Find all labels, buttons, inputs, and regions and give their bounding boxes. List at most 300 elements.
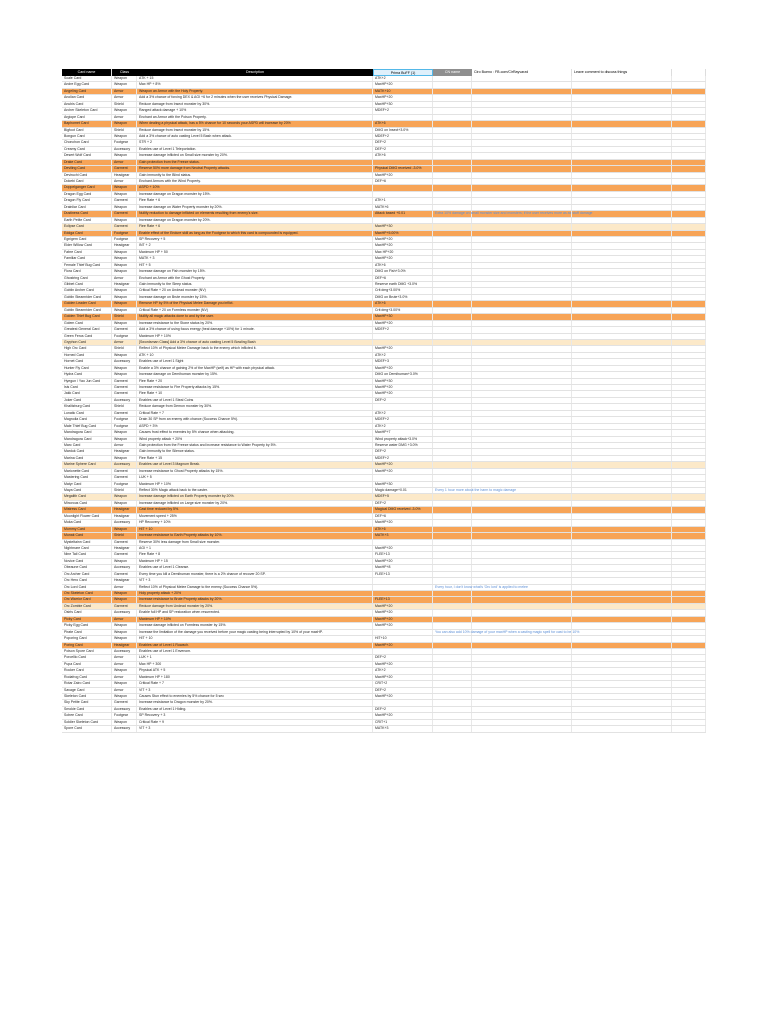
table-cell[interactable] <box>672 301 706 306</box>
table-cell[interactable] <box>572 379 672 384</box>
table-cell[interactable]: Reserve earth DMG +3.0% <box>373 282 433 287</box>
table-cell[interactable] <box>572 372 672 377</box>
table-cell[interactable] <box>572 649 672 654</box>
table-cell[interactable] <box>472 546 572 551</box>
table-cell[interactable]: Increase resistance to Dragon monster by 20%. <box>137 700 373 705</box>
table-cell[interactable] <box>472 694 572 699</box>
table-cell[interactable] <box>672 546 706 551</box>
col-cn-name[interactable]: CN name <box>433 69 472 76</box>
table-cell[interactable]: MaxHP+20 <box>373 256 433 261</box>
table-cell[interactable] <box>672 469 706 474</box>
table-cell[interactable]: Weapon <box>112 501 137 506</box>
table-cell[interactable] <box>433 308 472 313</box>
table-cell[interactable] <box>572 507 672 512</box>
table-cell[interactable] <box>672 456 706 461</box>
table-cell[interactable] <box>672 430 706 435</box>
table-cell[interactable]: Increase the limitation of the damage you received before your magic casting being interrupted by 10% of your maxHP. <box>137 630 373 635</box>
table-cell[interactable] <box>672 572 706 577</box>
table-cell[interactable]: Add a 3% chance of auto casting Level 5 Bash when attack. <box>137 134 373 139</box>
table-cell[interactable] <box>572 76 672 81</box>
table-cell[interactable]: Porcellio Card <box>62 655 112 660</box>
table-cell[interactable]: Armor <box>112 443 137 448</box>
table-cell[interactable] <box>472 636 572 641</box>
table-cell[interactable]: Increase damage inflicted on Small size monster by 20%. <box>137 153 373 158</box>
table-cell[interactable] <box>472 482 572 487</box>
table-cell[interactable] <box>572 385 672 390</box>
table-cell[interactable] <box>672 604 706 609</box>
table-cell[interactable] <box>472 488 572 493</box>
table-cell[interactable]: Orc Warrior Card <box>62 597 112 602</box>
table-cell[interactable] <box>373 340 433 345</box>
table-cell[interactable]: Anolian Card <box>62 95 112 100</box>
table-cell[interactable]: HIT + 5 <box>137 263 373 268</box>
table-cell[interactable] <box>472 89 572 94</box>
table-cell[interactable] <box>572 604 672 609</box>
table-cell[interactable]: Garment <box>112 385 137 390</box>
table-cell[interactable]: VIT + 3 <box>137 578 373 583</box>
table-cell[interactable] <box>472 572 572 577</box>
table-cell[interactable]: Armor <box>112 688 137 693</box>
table-cell[interactable] <box>433 147 472 152</box>
table-cell[interactable] <box>572 288 672 293</box>
table-cell[interactable]: Add a 3% chance of forcing DEX & AGI +6 for 2 minutes when the user receives Physical Damage. <box>137 95 373 100</box>
table-cell[interactable]: Egnigem Card <box>62 237 112 242</box>
table-cell[interactable] <box>433 385 472 390</box>
table-cell[interactable]: Enables use of Level 3 Magnum Break. <box>137 462 373 467</box>
table-cell[interactable]: MaxHP+20 <box>373 662 433 667</box>
table-cell[interactable]: SP Recovery + 5 <box>137 237 373 242</box>
table-cell[interactable]: Garment <box>112 391 137 396</box>
table-cell[interactable] <box>672 269 706 274</box>
table-cell[interactable] <box>672 636 706 641</box>
table-cell[interactable]: Garment <box>112 475 137 480</box>
table-cell[interactable]: MaxHP+20 <box>373 520 433 525</box>
table-cell[interactable] <box>472 295 572 300</box>
table-cell[interactable]: Magic damage+0.01 <box>373 488 433 493</box>
table-cell[interactable] <box>572 475 672 480</box>
table-cell[interactable] <box>433 675 472 680</box>
table-cell[interactable] <box>572 617 672 622</box>
table-cell[interactable]: Eddga Card <box>62 231 112 236</box>
table-cell[interactable] <box>433 514 472 519</box>
table-cell[interactable] <box>472 153 572 158</box>
table-cell[interactable]: MATK + 3 <box>137 256 373 261</box>
table-cell[interactable]: Footgear <box>112 334 137 339</box>
table-cell[interactable]: Footgear <box>112 482 137 487</box>
table-cell[interactable] <box>472 198 572 203</box>
table-cell[interactable]: Marina Card <box>62 456 112 461</box>
table-cell[interactable]: Footgear <box>112 231 137 236</box>
table-cell[interactable] <box>672 166 706 171</box>
table-cell[interactable] <box>472 185 572 190</box>
table-cell[interactable]: Spore Card <box>62 726 112 731</box>
table-cell[interactable] <box>672 675 706 680</box>
table-cell[interactable]: Elder Willow Card <box>62 243 112 248</box>
table-cell[interactable]: Munak Card <box>62 533 112 538</box>
table-cell[interactable]: Novice Card <box>62 559 112 564</box>
table-cell[interactable] <box>433 662 472 667</box>
table-cell[interactable] <box>672 308 706 313</box>
table-cell[interactable]: Weapon an Armor with the Holy Property. <box>137 89 373 94</box>
table-cell[interactable]: Goblin Archer Card <box>62 288 112 293</box>
table-cell[interactable] <box>572 391 672 396</box>
table-cell[interactable]: DEF+2 <box>373 655 433 660</box>
table-cell[interactable] <box>572 636 672 641</box>
table-cell[interactable]: Gain immunity to the Sleep status. <box>137 282 373 287</box>
table-cell[interactable] <box>672 205 706 210</box>
table-cell[interactable]: Accessory <box>112 147 137 152</box>
table-cell[interactable]: MDEF+2 <box>373 417 433 422</box>
table-cell[interactable]: ATK+2 <box>373 353 433 358</box>
table-cell[interactable]: Flee Rate + 8 <box>137 552 373 557</box>
table-cell[interactable] <box>672 610 706 615</box>
table-cell[interactable] <box>572 726 672 731</box>
table-cell[interactable]: Argiope Card <box>62 115 112 120</box>
table-cell[interactable] <box>572 269 672 274</box>
table-cell[interactable] <box>672 185 706 190</box>
table-cell[interactable] <box>472 102 572 107</box>
table-cell[interactable] <box>472 372 572 377</box>
table-cell[interactable]: MaxHP+20 <box>373 391 433 396</box>
table-cell[interactable]: MDEF+2 <box>373 108 433 113</box>
table-cell[interactable] <box>572 263 672 268</box>
table-cell[interactable]: MaxHP+30 <box>373 314 433 319</box>
table-cell[interactable] <box>572 456 672 461</box>
table-cell[interactable]: Enchant an Armor with the Poison Property. <box>137 115 373 120</box>
table-cell[interactable]: Deviling Card <box>62 166 112 171</box>
table-cell[interactable] <box>572 700 672 705</box>
table-cell[interactable]: Greatest General Card <box>62 327 112 332</box>
table-cell[interactable]: Reduce damage from Undead monster by 20%. <box>137 604 373 609</box>
table-cell[interactable] <box>672 160 706 165</box>
table-cell[interactable]: Weapon <box>112 269 137 274</box>
table-cell[interactable] <box>572 404 672 409</box>
table-cell[interactable]: Increase damage on Fish monster by 15%. <box>137 269 373 274</box>
table-cell[interactable] <box>672 437 706 442</box>
table-cell[interactable] <box>672 623 706 628</box>
table-cell[interactable] <box>433 346 472 351</box>
table-cell[interactable]: VIT + 3 <box>137 726 373 731</box>
table-cell[interactable] <box>572 540 672 545</box>
table-cell[interactable] <box>572 597 672 602</box>
table-cell[interactable]: Armor <box>112 89 137 94</box>
table-cell[interactable] <box>572 147 672 152</box>
table-cell[interactable] <box>572 340 672 345</box>
table-cell[interactable] <box>433 353 472 358</box>
table-cell[interactable]: Accessory <box>112 359 137 364</box>
table-cell[interactable]: Armor <box>112 95 137 100</box>
table-cell[interactable]: Weapon <box>112 430 137 435</box>
table-cell[interactable] <box>472 205 572 210</box>
table-cell[interactable]: Flee Rate + 15 <box>137 456 373 461</box>
table-cell[interactable] <box>433 430 472 435</box>
table-cell[interactable] <box>572 411 672 416</box>
table-cell[interactable] <box>433 578 472 583</box>
table-cell[interactable]: DEF+2 <box>373 398 433 403</box>
table-cell[interactable] <box>672 507 706 512</box>
table-cell[interactable]: Weapon <box>112 591 137 596</box>
table-cell[interactable]: Gain protection from the Freeze status and increase resistance to Water Property by 5%. <box>137 443 373 448</box>
table-cell[interactable] <box>472 346 572 351</box>
table-cell[interactable] <box>572 359 672 364</box>
table-cell[interactable] <box>472 700 572 705</box>
table-cell[interactable]: AGI + 1 <box>137 546 373 551</box>
table-cell[interactable] <box>672 89 706 94</box>
table-cell[interactable]: DEF+6 <box>373 276 433 281</box>
table-cell[interactable] <box>472 108 572 113</box>
table-cell[interactable] <box>672 533 706 538</box>
table-cell[interactable] <box>433 456 472 461</box>
table-cell[interactable] <box>373 404 433 409</box>
table-cell[interactable]: Skeleton Card <box>62 694 112 699</box>
table-cell[interactable]: Reduce damage from Insect monster by 30%. <box>137 102 373 107</box>
table-cell[interactable] <box>373 578 433 583</box>
table-cell[interactable] <box>672 282 706 287</box>
table-cell[interactable] <box>472 340 572 345</box>
table-cell[interactable] <box>572 334 672 339</box>
table-cell[interactable] <box>672 288 706 293</box>
table-cell[interactable]: Golem Card <box>62 321 112 326</box>
table-cell[interactable]: Osiris Card <box>62 610 112 615</box>
table-cell[interactable]: Accessory <box>112 726 137 731</box>
table-cell[interactable]: Increase damage inflicted on Formless monster by 15%. <box>137 623 373 628</box>
table-cell[interactable]: Reduce damage from Demon monster by 30%. <box>137 404 373 409</box>
table-cell[interactable]: Accessory <box>112 565 137 570</box>
table-cell[interactable] <box>572 720 672 725</box>
table-cell[interactable] <box>472 430 572 435</box>
table-cell[interactable] <box>433 391 472 396</box>
table-cell[interactable] <box>572 314 672 319</box>
table-cell[interactable]: MaxHP+20 <box>373 694 433 699</box>
table-cell[interactable]: ATK+6 <box>373 263 433 268</box>
table-cell[interactable] <box>433 411 472 416</box>
table-cell[interactable]: Maximum HP + 10% <box>137 334 373 339</box>
table-cell[interactable]: FLEE+13 <box>373 572 433 577</box>
table-cell[interactable] <box>472 327 572 332</box>
table-cell[interactable] <box>672 424 706 429</box>
table-cell[interactable]: Mummy Card <box>62 527 112 532</box>
table-cell[interactable]: Ghostring Card <box>62 276 112 281</box>
table-cell[interactable] <box>672 707 706 712</box>
table-cell[interactable]: Weapon <box>112 82 137 87</box>
table-cell[interactable]: Enchant Armors with the Wind Property. <box>137 179 373 184</box>
table-cell[interactable]: Weapon <box>112 630 137 635</box>
col-empty[interactable] <box>672 69 706 76</box>
table-cell[interactable]: Jakk Card <box>62 391 112 396</box>
table-cell[interactable] <box>672 115 706 120</box>
table-cell[interactable] <box>672 501 706 506</box>
table-cell[interactable] <box>472 231 572 236</box>
col-card-name[interactable]: Card name <box>62 69 112 76</box>
table-cell[interactable]: Deviruchi Card <box>62 173 112 178</box>
table-cell[interactable] <box>572 585 672 590</box>
table-cell[interactable]: Reflect 10% of Physical Melee Damage back to the enemy which inflicted it. <box>137 346 373 351</box>
table-cell[interactable] <box>433 288 472 293</box>
table-cell[interactable]: Increase resistance to the Stone status by 20%. <box>137 321 373 326</box>
table-cell[interactable]: Nullify reduction to damage inflicted on elements resulting from enemy's size. <box>137 211 373 216</box>
table-cell[interactable] <box>433 707 472 712</box>
table-cell[interactable]: MaxHP+20 <box>373 243 433 248</box>
table-cell[interactable]: Green Ferus Card <box>62 334 112 339</box>
table-cell[interactable] <box>472 668 572 673</box>
table-cell[interactable]: Remove HP by 5% of the Physical Melee Damage you inflict. <box>137 301 373 306</box>
table-cell[interactable]: MaxHP+20 <box>373 462 433 467</box>
table-cell[interactable] <box>472 263 572 268</box>
table-cell[interactable] <box>433 404 472 409</box>
table-cell[interactable]: Savage Card <box>62 688 112 693</box>
table-cell[interactable] <box>433 655 472 660</box>
table-cell[interactable]: MaxHP+20 <box>373 623 433 628</box>
table-cell[interactable] <box>672 520 706 525</box>
table-cell[interactable] <box>433 340 472 345</box>
table-cell[interactable] <box>433 121 472 126</box>
table-row[interactable] <box>62 726 706 732</box>
table-cell[interactable] <box>472 623 572 628</box>
table-cell[interactable] <box>373 540 433 545</box>
table-cell[interactable]: Weapon <box>112 250 137 255</box>
table-cell[interactable] <box>373 700 433 705</box>
table-cell[interactable] <box>472 179 572 184</box>
table-cell[interactable] <box>672 443 706 448</box>
table-cell[interactable] <box>572 417 672 422</box>
table-cell[interactable] <box>672 449 706 454</box>
table-cell[interactable]: DMG on Brute+3.0% <box>373 295 433 300</box>
table-cell[interactable] <box>572 559 672 564</box>
table-cell[interactable] <box>433 372 472 377</box>
table-cell[interactable]: Familiar Card <box>62 256 112 261</box>
table-cell[interactable]: Weapon <box>112 681 137 686</box>
table-cell[interactable] <box>433 295 472 300</box>
table-cell[interactable] <box>572 327 672 332</box>
table-cell[interactable]: DEF+2 <box>373 449 433 454</box>
table-cell[interactable]: ATK + 10 <box>137 353 373 358</box>
table-cell[interactable] <box>572 552 672 557</box>
table-cell[interactable] <box>433 443 472 448</box>
table-cell[interactable] <box>572 630 672 635</box>
table-cell[interactable]: Creamy Card <box>62 147 112 152</box>
table-cell[interactable] <box>472 314 572 319</box>
table-cell[interactable] <box>472 501 572 506</box>
table-cell[interactable] <box>572 578 672 583</box>
table-cell[interactable] <box>433 301 472 306</box>
table-cell[interactable]: Headgear <box>112 173 137 178</box>
table-cell[interactable]: Joker Card <box>62 398 112 403</box>
table-cell[interactable] <box>572 140 672 145</box>
table-cell[interactable] <box>672 552 706 557</box>
table-cell[interactable]: Increase damage on Dragon monster by 15%. <box>137 192 373 197</box>
table-cell[interactable]: Shield <box>112 533 137 538</box>
table-cell[interactable]: Enables use of Level 1 Sight <box>137 359 373 364</box>
table-cell[interactable] <box>472 121 572 126</box>
table-cell[interactable]: Enchant an Armor with the Ghost Property. <box>137 276 373 281</box>
table-cell[interactable] <box>433 398 472 403</box>
table-cell[interactable] <box>572 443 672 448</box>
table-cell[interactable]: Weapon <box>112 636 137 641</box>
table-cell[interactable]: Gain immunity to the Blind status. <box>137 173 373 178</box>
table-cell[interactable]: Garment <box>112 469 137 474</box>
table-cell[interactable]: MDEF+3 <box>373 359 433 364</box>
table-cell[interactable] <box>433 565 472 570</box>
table-cell[interactable]: Enables use of Level 1 Cleanse. <box>137 565 373 570</box>
table-cell[interactable]: Flee Rate + 6 <box>137 224 373 229</box>
table-cell[interactable]: Dokebi Card <box>62 179 112 184</box>
table-cell[interactable] <box>572 231 672 236</box>
table-cell[interactable]: Poring Card <box>62 643 112 648</box>
table-cell[interactable]: Accessory <box>112 462 137 467</box>
table-cell[interactable]: Max HP+20 <box>373 250 433 255</box>
table-cell[interactable]: Weapon <box>112 121 137 126</box>
table-cell[interactable]: Weapon <box>112 218 137 223</box>
table-cell[interactable]: ATK+6 <box>373 527 433 532</box>
table-cell[interactable] <box>472 128 572 133</box>
table-cell[interactable] <box>433 482 472 487</box>
table-cell[interactable]: MaxHP+20 <box>373 604 433 609</box>
table-cell[interactable]: Headgear <box>112 514 137 519</box>
table-cell[interactable]: Increase damage inflicted on Large size monster by 20%. <box>137 501 373 506</box>
table-cell[interactable] <box>572 224 672 229</box>
table-cell[interactable] <box>572 218 672 223</box>
table-cell[interactable] <box>433 610 472 615</box>
table-cell[interactable] <box>572 488 672 493</box>
table-cell[interactable] <box>672 372 706 377</box>
table-cell[interactable]: Hydra Card <box>62 372 112 377</box>
table-cell[interactable]: Weapon <box>112 437 137 442</box>
table-cell[interactable] <box>672 334 706 339</box>
table-cell[interactable]: DEF+2 <box>373 501 433 506</box>
table-cell[interactable]: Hunter Fly Card <box>62 366 112 371</box>
table-cell[interactable] <box>672 198 706 203</box>
table-cell[interactable] <box>433 218 472 223</box>
table-cell[interactable]: Rodafrog Card <box>62 675 112 680</box>
table-cell[interactable] <box>672 95 706 100</box>
table-cell[interactable] <box>672 726 706 731</box>
table-cell[interactable] <box>472 604 572 609</box>
table-cell[interactable] <box>472 662 572 667</box>
table-cell[interactable]: Marduk Card <box>62 449 112 454</box>
table-cell[interactable] <box>433 160 472 165</box>
table-cell[interactable]: Crit dmg+3.00% <box>373 288 433 293</box>
table-cell[interactable]: Smokie Card <box>62 707 112 712</box>
table-cell[interactable] <box>472 379 572 384</box>
table-cell[interactable] <box>572 514 672 519</box>
table-cell[interactable] <box>472 321 572 326</box>
table-cell[interactable] <box>433 115 472 120</box>
table-cell[interactable]: Reserve 30% less damage from Small size monster. <box>137 540 373 545</box>
table-cell[interactable]: ATK+2 <box>373 411 433 416</box>
table-cell[interactable]: Footgear <box>112 713 137 718</box>
table-cell[interactable]: Dragon Fly Card <box>62 198 112 203</box>
table-cell[interactable] <box>433 540 472 545</box>
table-cell[interactable]: Weapon <box>112 353 137 358</box>
table-cell[interactable] <box>672 720 706 725</box>
table-cell[interactable] <box>472 597 572 602</box>
table-cell[interactable] <box>672 404 706 409</box>
table-cell[interactable] <box>472 211 572 216</box>
table-cell[interactable] <box>572 533 672 538</box>
table-cell[interactable] <box>672 276 706 281</box>
table-cell[interactable] <box>433 140 472 145</box>
table-cell[interactable] <box>572 243 672 248</box>
table-cell[interactable] <box>472 166 572 171</box>
table-cell[interactable] <box>472 591 572 596</box>
table-cell[interactable]: Mastering Card <box>62 475 112 480</box>
table-cell[interactable]: MaxHP+30 <box>373 102 433 107</box>
table-cell[interactable] <box>472 449 572 454</box>
table-cell[interactable] <box>472 366 572 371</box>
table-cell[interactable] <box>572 353 672 358</box>
table-cell[interactable] <box>672 385 706 390</box>
table-cell[interactable]: Causes Stun effect to enemies by 5% chance for 5 sec <box>137 694 373 699</box>
